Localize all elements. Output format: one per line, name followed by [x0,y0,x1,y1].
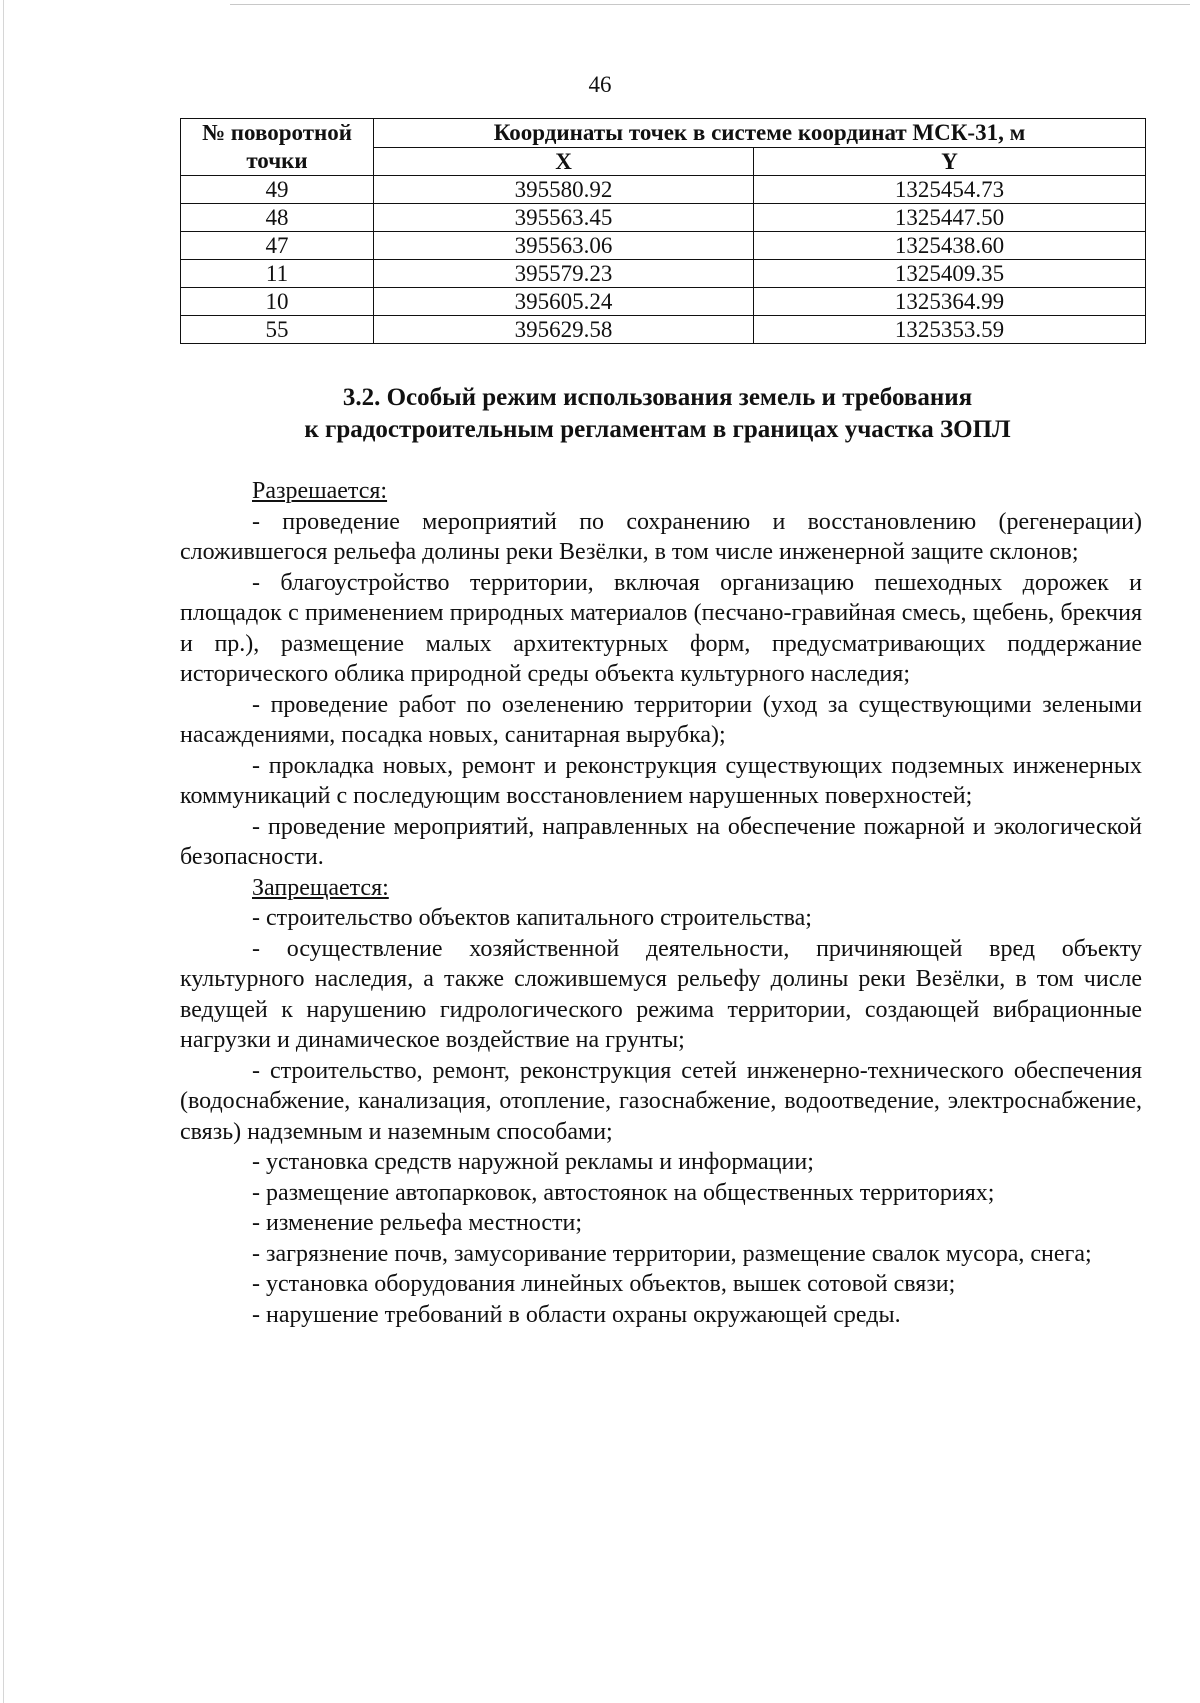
forbidden-item: - изменение рельефа местности; [252,1210,583,1236]
page-number: 46 [588,72,612,97]
cell-point: 55 [181,316,374,344]
allowed-item: - прокладка новых, ремонт и реконструкция существующих подземных инженерных коммуникаций с последующим восстановлением нарушенных поверхностей; [180,752,1142,809]
forbidden-item: - установка оборудования линейных объектов, вышек сотовой связи; [252,1271,956,1297]
forbidden-heading: Запрещается: [252,874,389,901]
cell-x: 395563.45 [374,204,754,232]
allowed-item: - благоустройство территории, включая организацию пешеходных дорожек и площадок с применением природных материалов (песчано-гравийная смесь, щебень, брекчия и пр.), размещение малых архитектурных форм, предусматривающих поддержание исторического облика природной среды объекта культурного наследия; [180,569,1142,687]
scan-edge-left [3,0,4,1703]
forbidden-item: - нарушение требований в области охраны окружающей среды. [252,1301,901,1328]
cell-point: 10 [181,288,374,316]
section-title [150,382,1165,446]
table-row [181,232,1146,260]
header-coords: Координаты точек в системе координат МСК-31, м [374,119,1146,148]
table-row [181,316,1146,344]
section-title-line1: 3.2. Особый режим использования земель и требования [342,384,973,411]
cell-y: 1325447.50 [754,204,1146,232]
forbidden-item: - строительство объектов капитального строительства; [252,905,812,931]
allowed-heading: Разрешается: [252,478,388,504]
allowed-item: - проведение мероприятий, направленных на обеспечение пожарной и экологической безопасности. [180,813,1142,870]
allowed-item: - проведение работ по озеленению территории (уход за существующими зелеными насаждениями, посадка новых, санитарная вырубка); [180,691,1142,748]
cell-y: 1325353.59 [754,316,1146,344]
forbidden-item: - строительство, ремонт, реконструкция сетей инженерно-технического обеспечения (водоснабжение, канализация, отопление, газоснабжение, водоотведение, электроснабжение, связь) надземным и наземным способами; [180,1057,1142,1145]
forbidden-item: - установка средств наружной рекламы и информации; [252,1149,814,1175]
forbidden-item: - осуществление хозяйственной деятельности, причиняющей вред объекту культурного наследия, а также сложившемуся рельефу долины реки Везёлки, в том числе ведущей к нарушению гидрологического режима территории, создающей вибрационные нагрузки и динамическое воздействие на грунты; [180,935,1142,1053]
cell-x: 395563.06 [374,232,754,260]
section-title-line2: к градостроительным регламентам в границах участка ЗОПЛ [304,416,1011,443]
cell-y: 1325364.99 [754,288,1146,316]
scan-edge-top [230,4,1190,5]
cell-x: 395579.23 [374,260,754,288]
cell-x: 395605.24 [374,288,754,316]
cell-y: 1325409.35 [754,260,1146,288]
cell-point: 11 [181,260,374,288]
forbidden-item: - размещение автопарковок, автостоянок на общественных территориях; [252,1179,995,1206]
header-point: № поворотной точки [181,119,374,176]
cell-y: 1325438.60 [754,232,1146,260]
cell-y: 1325454.73 [754,176,1146,204]
cell-x: 395580.92 [374,176,754,204]
cell-point: 49 [181,176,374,204]
cell-point: 47 [181,232,374,260]
table-header-row [181,119,1146,148]
header-x: X [374,147,754,176]
allowed-item: - проведение мероприятий по сохранению и восстановлению (регенерации) сложившегося рельефа долины реки Везёлки, в том числе инженерной защите склонов; [180,508,1142,565]
regulations-text [180,476,1142,1330]
table-row [181,204,1146,232]
coordinates-table [180,118,1146,344]
cell-x: 395629.58 [374,316,754,344]
table-row [181,288,1146,316]
table-row [181,260,1146,288]
forbidden-item: - загрязнение почв, замусоривание территории, размещение свалок мусора, снега; [252,1240,1092,1267]
header-y: Y [754,147,1146,176]
table-row [181,176,1146,204]
cell-point: 48 [181,204,374,232]
